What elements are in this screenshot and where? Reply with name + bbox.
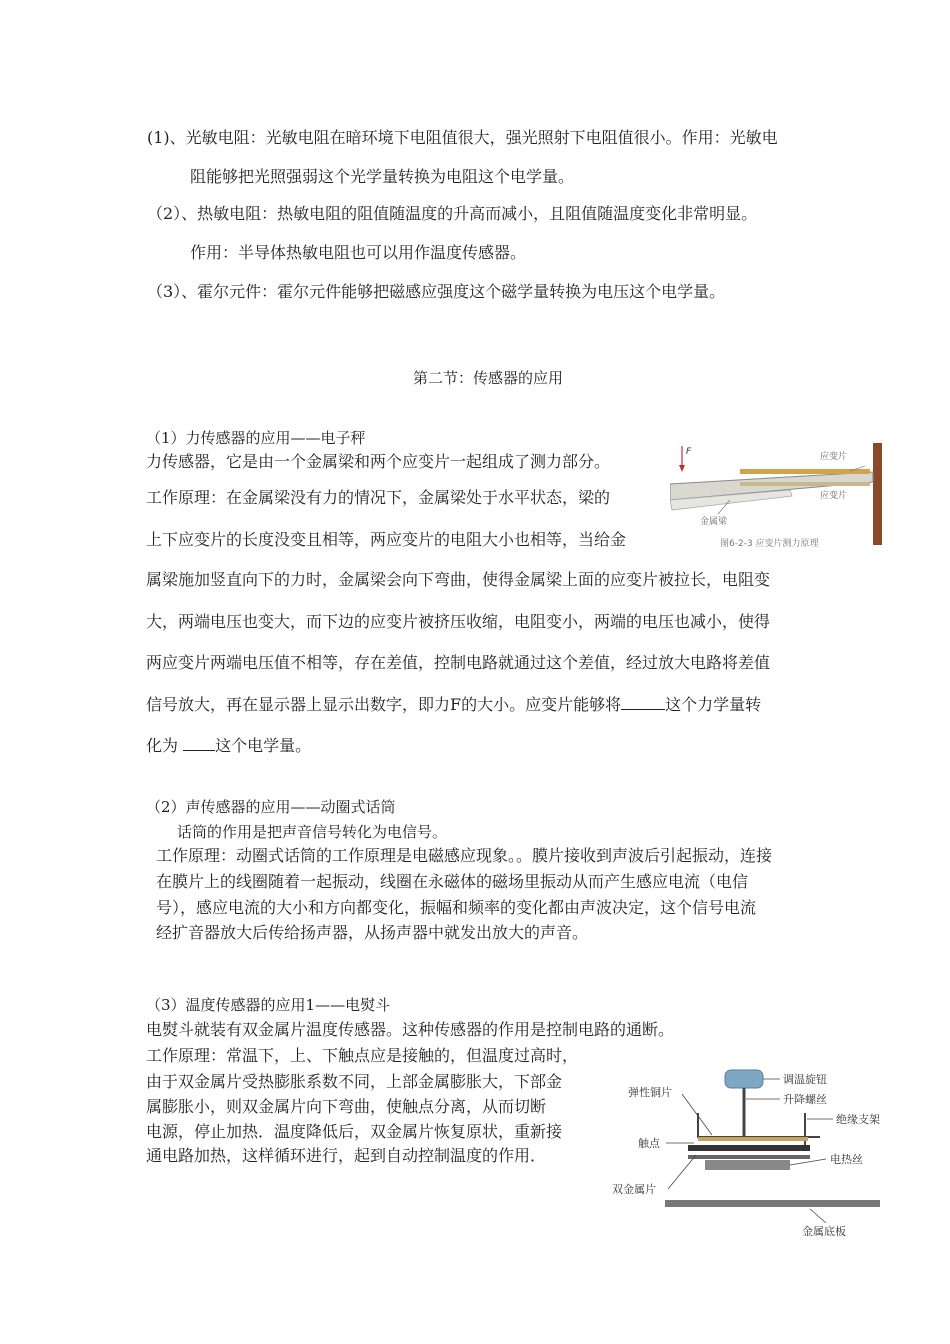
sound-para-line: 在膜片上的线圈随着一起振动，线圈在永磁体的磁场里振动从而产生感应电流（电信 (156, 872, 749, 891)
temp-para-line: 电源，停止加热．温度降低后，双金属片恢复原状，重新接 (146, 1122, 563, 1141)
temp-para-line: 工作原理：常温下，上、下触点应是接触的，但温度过高时， (146, 1046, 579, 1065)
strain-gauge-figure (670, 438, 885, 553)
temp-para-line: 由于双金属片受热膨胀系数不同，上部金属膨胀大，下部金 (146, 1072, 563, 1091)
contact-label: 触点 (638, 1137, 660, 1150)
force-para-line: 力传感器，它是由一个金属梁和两个应变片一起组成了测力部分。 (146, 452, 611, 471)
support-label: 绝缘支架 (836, 1113, 880, 1126)
force-label: F (686, 447, 692, 457)
strain-gauge-bottom (740, 482, 870, 486)
force-para-line: 工作原理：在金属梁没有力的情况下，金属梁处于水平状态，梁的 (146, 488, 611, 507)
force-para-line: 属梁施加竖直向下的力时，金属梁会向下弯曲，使得金属梁上面的应变片被拉长，电阻变 (146, 570, 771, 589)
fill-blank-1[interactable] (621, 695, 665, 710)
force-para-line-blank-2 (146, 736, 311, 756)
thermistor-line-1: （2）、热敏电阻：热敏电阻的阻值随温度的升高而减小，且阻值随温度变化非常明显。 (147, 204, 758, 223)
force-para-line-blank-1 (146, 695, 761, 715)
sound-para-line: 话筒的作用是把声音信号转化为电信号。 (177, 823, 448, 841)
heater-coil (705, 1160, 790, 1170)
photoresistor-line-2: 阻能够把光照强弱这个光学量转换为电阻这个电学量。 (190, 167, 575, 186)
sound-para-line: 经扩音器放大后传给扬声器，从扬声器中就发出放大的声音。 (156, 923, 589, 942)
photoresistor-line-1: (1)、光敏电阻：光敏电阻在暗环境下电阻值很大，强光照射下电阻值很小。作用：光敏电 (147, 128, 778, 147)
heater-label: 电热丝 (830, 1153, 863, 1166)
figure-caption: 图6-2-3 应变片测力原理 (720, 539, 819, 549)
hall-element-line: （3）、霍尔元件：霍尔元件能够把磁感应强度这个磁学量转换为电压这个电学量。 (147, 282, 726, 301)
electric-iron-figure (610, 1063, 895, 1238)
force-text: 这个力学量转 (665, 695, 762, 714)
metal-base (665, 1200, 880, 1207)
screw-label: 升降螺丝 (783, 1093, 827, 1106)
force-para-line: 两应变片两端电压值不相等，存在差值，控制电路就通过这个差值，经过放大电路将差值 (146, 653, 771, 672)
fill-blank-2[interactable] (183, 736, 215, 751)
force-text: 化为 (146, 736, 184, 755)
temp-para-line: 通电路加热，这样循环进行，起到自动控制温度的作用． (146, 1146, 547, 1165)
sound-sensor-heading: （2）声传感器的应用——动圈式话筒 (146, 798, 396, 816)
temp-para-line: 电熨斗就装有双金属片温度传感器。这种传感器的作用是控制电路的通断。 (146, 1020, 675, 1039)
sound-para-line: 工作原理：动圈式话筒的工作原理是电磁感应现象。。膜片接收到声波后引起振动，连接 (156, 846, 773, 865)
strain-gauge-top (740, 469, 870, 474)
copper-strip (698, 1137, 808, 1141)
bimetal-label: 双金属片 (612, 1183, 656, 1196)
thermistor-line-2: 作用：半导体热敏电阻也可以用作温度传感器。 (190, 243, 527, 262)
strain-label-top: 应变片 (820, 452, 848, 462)
copper-label: 弹性铜片 (628, 1086, 672, 1099)
base-label: 金属底板 (802, 1225, 846, 1238)
knob-label: 调温旋钮 (783, 1073, 827, 1086)
temp-sensor-heading: （3）温度传感器的应用1——电熨斗 (146, 996, 391, 1014)
section-title: 第二节：传感器的应用 (413, 369, 564, 387)
force-sensor-heading: （1）力传感器的应用——电子秤 (146, 429, 366, 447)
beam-label: 金属梁 (700, 517, 728, 527)
force-text: 信号放大，再在显示器上显示出数字，即力F的大小。应变片能够将 (146, 695, 622, 714)
wall (873, 443, 882, 545)
strain-label-bottom: 应变片 (820, 491, 848, 501)
bimetal-strip (688, 1145, 810, 1151)
knob (725, 1070, 763, 1088)
temp-para-line: 属膨胀小，则双金属片向下弯曲，使触点分离，从而切断 (146, 1097, 547, 1116)
force-para-line: 大，两端电压也变大，而下边的应变片被挤压收缩，电阻变小，两端的电压也减小，使得 (146, 612, 771, 631)
sound-para-line: 号），感应电流的大小和方向都变化，振幅和频率的变化都由声波决定，这个信号电流 (156, 898, 757, 917)
force-para-line: 上下应变片的长度没变且相等，两应变片的电阻大小也相等，当给金 (146, 530, 627, 549)
force-text: 这个电学量。 (215, 736, 312, 755)
